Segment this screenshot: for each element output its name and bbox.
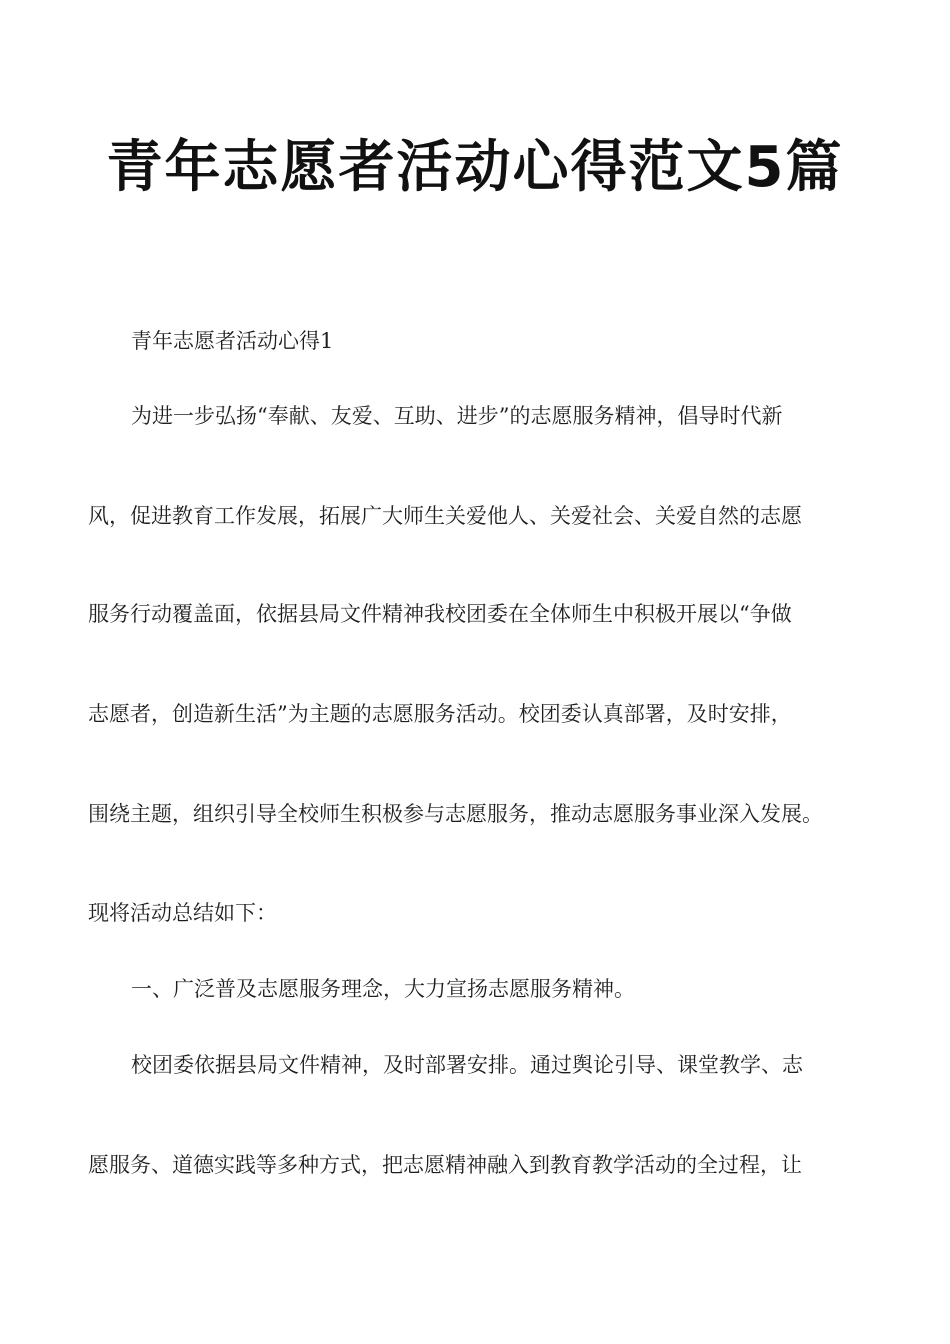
paragraph-line: 愿服务、道德实践等多种方式，把志愿精神融入到教育教学活动的全过程，让 <box>88 1153 802 1177</box>
paragraph-line: 服务行动覆盖面，依据县局文件精神我校团委在全体师生中积极开展以“争做 <box>88 602 792 626</box>
document-title: 青年志愿者活动心得范文5篇 <box>106 135 844 200</box>
subheading: 一、广泛普及志愿服务理念，大力宣扬志愿服务精神。 <box>131 977 635 1001</box>
paragraph-line: 围绕主题，组织引导全校师生积极参与志愿服务，推动志愿服务事业深入发展。 <box>88 802 823 826</box>
paragraph-line: 为进一步弘扬“奉献、友爱、互助、进步”的志愿服务精神，倡导时代新 <box>131 404 783 428</box>
paragraph-line: 校团委依据县局文件精神，及时部署安排。通过舆论引导、课堂教学、志 <box>131 1053 803 1077</box>
paragraph-line: 志愿者，创造新生活”为主题的志愿服务活动。校团委认真部署，及时安排， <box>88 702 792 726</box>
paragraph-line: 风，促进教育工作发展，拓展广大师生关爱他人、关爱社会、关爱自然的志愿 <box>88 504 802 528</box>
paragraph-line: 现将活动总结如下： <box>88 901 277 925</box>
section-heading: 青年志愿者活动心得1 <box>131 329 334 353</box>
